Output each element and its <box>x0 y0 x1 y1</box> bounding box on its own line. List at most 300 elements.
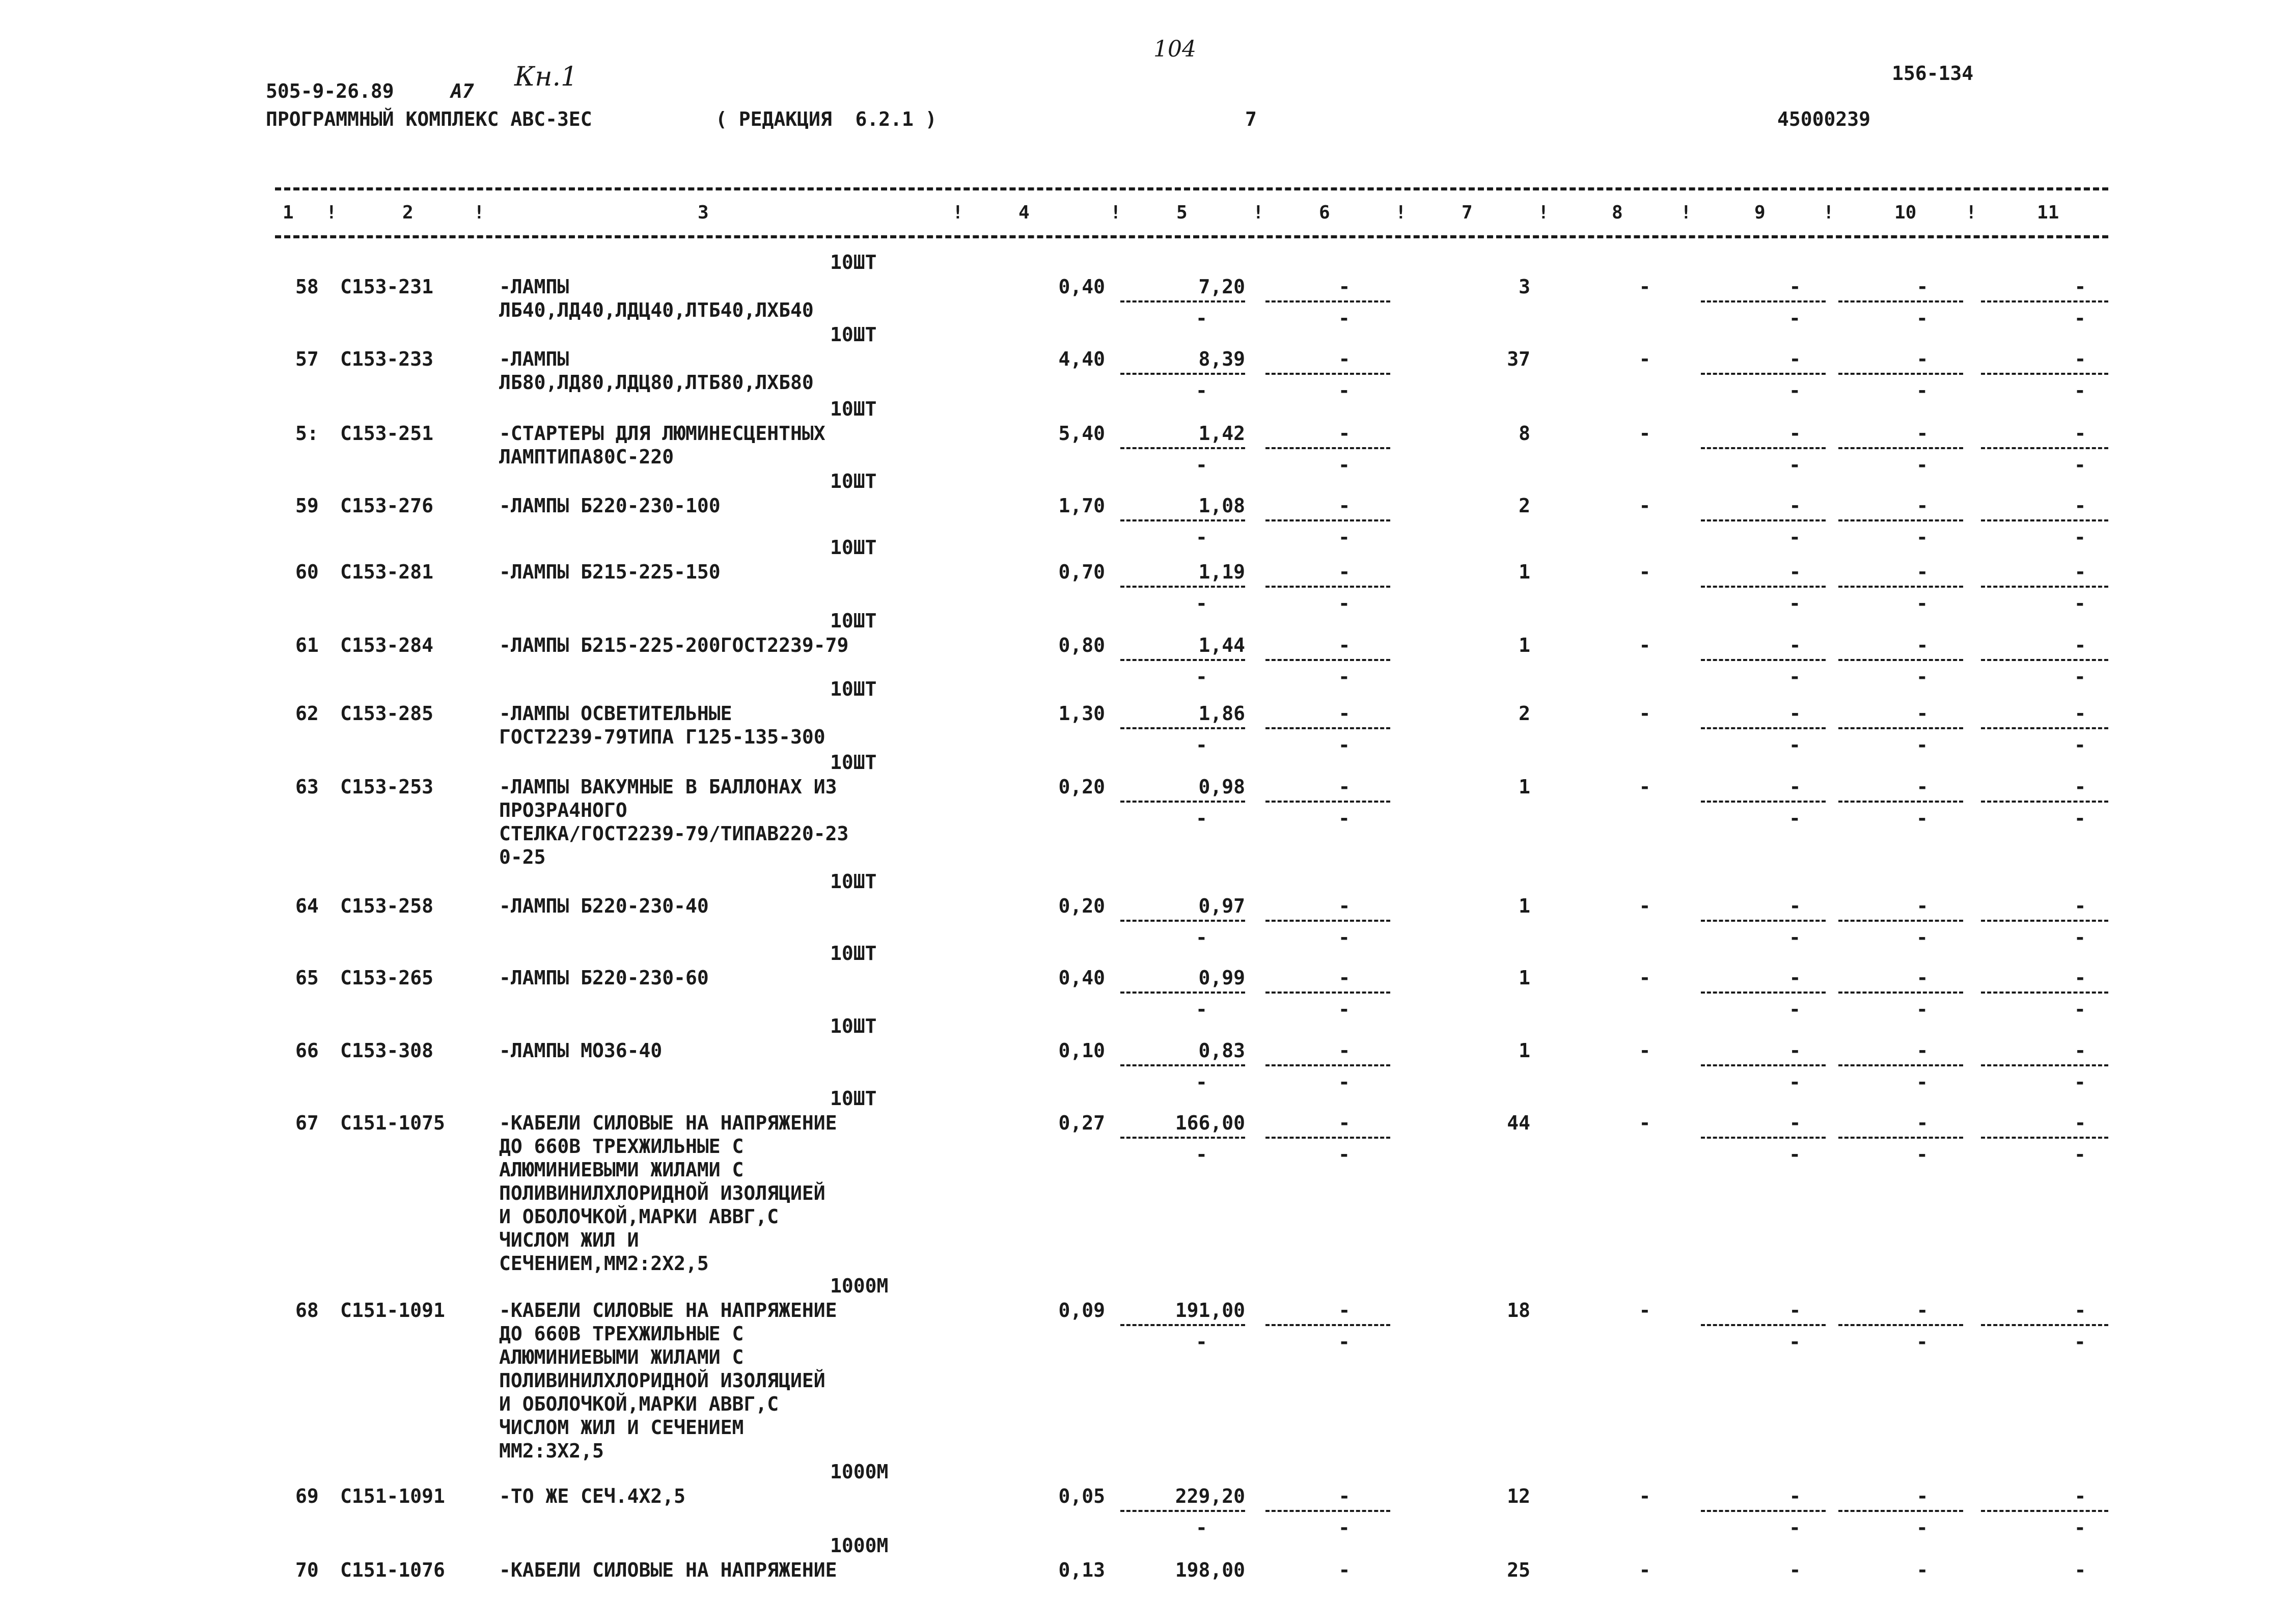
cell-divider-rule <box>1265 586 1390 588</box>
col8-value: - <box>1639 1559 1651 1581</box>
col4-value: 0,10 <box>1058 1039 1105 1062</box>
col11-value: - <box>2074 1485 2086 1507</box>
item-name: -ЛАМПЫ Б220-230-60 <box>499 967 709 989</box>
cell-divider-rule <box>1838 447 1963 449</box>
dash-mark: - <box>1789 592 1801 615</box>
cell-divider-rule <box>1981 727 2108 729</box>
dash-mark: - <box>1338 1143 1350 1166</box>
dash-mark: - <box>1338 1331 1350 1353</box>
col6-value: - <box>1338 1039 1351 1062</box>
dash-mark: - <box>1789 1071 1801 1093</box>
col7-value: 1 <box>1519 634 1530 656</box>
cell-divider-rule <box>1120 373 1245 375</box>
row-number: 68 <box>295 1299 319 1322</box>
row-number: 62 <box>295 702 319 725</box>
dash-mark: - <box>1916 926 1928 949</box>
doc-id: 45000239 <box>1777 108 1871 130</box>
dash-mark: - <box>1196 592 1207 615</box>
cell-divider-rule <box>1701 586 1826 588</box>
col9-value: - <box>1789 1559 1801 1581</box>
col4-value: 0,09 <box>1058 1299 1105 1322</box>
column-header-6: 6 <box>1319 202 1330 223</box>
unit-label: 10ШТ <box>830 1087 877 1110</box>
col10-value: - <box>1916 1485 1929 1507</box>
dash-mark: - <box>1196 998 1207 1021</box>
col11-value: - <box>2074 1112 2086 1134</box>
col10-value: - <box>1916 1112 1929 1134</box>
col6-value: - <box>1338 895 1351 917</box>
col7-value: 2 <box>1519 494 1530 517</box>
cell-divider-rule <box>1838 1137 1963 1139</box>
dash-mark: - <box>1916 666 1928 688</box>
col8-value: - <box>1639 422 1651 445</box>
item-code: С151-1075 <box>340 1112 445 1134</box>
col10-value: - <box>1916 1039 1929 1062</box>
col9-value: - <box>1789 1039 1801 1062</box>
dash-mark: - <box>2074 1517 2086 1539</box>
column-separator: ! <box>1253 202 1264 223</box>
item-code: С151-1091 <box>340 1299 445 1322</box>
dash-mark: - <box>2074 734 2086 756</box>
dash-mark: - <box>2074 1071 2086 1093</box>
cell-divider-rule <box>1701 920 1826 922</box>
row-number: 69 <box>295 1485 319 1507</box>
unit-label: 10ШТ <box>830 536 877 559</box>
unit-label: 10ШТ <box>830 678 877 700</box>
cell-divider-rule <box>1120 586 1245 588</box>
item-name: -ЛАМПЫ ЛБ40,ЛД40,ЛДЦ40,ЛТБ40,ЛХБ40 <box>499 276 814 321</box>
col11-value: - <box>2074 348 2086 370</box>
col6-value: - <box>1338 1485 1351 1507</box>
col6-value: - <box>1338 702 1351 725</box>
item-code: С153-253 <box>340 776 434 798</box>
item-code: С153-284 <box>340 634 434 656</box>
unit-label: 10ШТ <box>830 870 877 893</box>
col6-value: - <box>1338 1112 1351 1134</box>
cell-divider-rule <box>1265 1064 1390 1066</box>
dash-mark: - <box>1196 807 1207 830</box>
col5-value: 1,42 <box>1198 422 1245 445</box>
cell-divider-rule <box>1701 1324 1826 1326</box>
cell-divider-rule <box>1981 992 2108 994</box>
cell-divider-rule <box>1838 801 1963 803</box>
col9-value: - <box>1789 561 1801 583</box>
item-name: -КАБЕЛИ СИЛОВЫЕ НА НАПРЯЖЕНИЕ ДО 660В ТРЕХЖИЛЬНЫЕ С АЛЮМИНИЕВЫМИ ЖИЛАМИ С ПОЛИВИНИЛХЛОРИДНОЙ ИЗОЛЯЦИЕЙ И ОБОЛОЧКОЙ,МАРКИ АВВГ,С ЧИСЛОМ ЖИЛ И СЕЧЕНИЕМ ММ2:3Х2,5 <box>499 1299 837 1462</box>
col7-value: 1 <box>1519 967 1530 989</box>
col5-value: 1,86 <box>1198 702 1245 725</box>
cell-divider-rule <box>1265 447 1390 449</box>
item-name: -ЛАМПЫ ОСВЕТИТЕЛЬНЫЕ ГОСТ2239-79ТИПА Г125-135-300 <box>499 702 825 748</box>
dash-mark: - <box>1338 592 1350 615</box>
col5-value: 8,39 <box>1198 348 1245 370</box>
dash-mark: - <box>1916 1517 1928 1539</box>
col4-value: 5,40 <box>1058 422 1105 445</box>
column-separator: ! <box>1395 202 1407 223</box>
cell-divider-rule <box>1838 586 1963 588</box>
cell-divider-rule <box>1981 801 2108 803</box>
row-number: 70 <box>295 1559 319 1581</box>
cell-divider-rule <box>1981 373 2108 375</box>
dash-mark: - <box>1196 734 1207 756</box>
column-separator: ! <box>1538 202 1549 223</box>
col7-value: 1 <box>1519 895 1530 917</box>
col8-value: - <box>1639 702 1651 725</box>
col5-value: 1,44 <box>1198 634 1245 656</box>
col6-value: - <box>1338 494 1351 517</box>
col6-value: - <box>1338 276 1351 298</box>
cell-divider-rule <box>1838 1510 1963 1512</box>
col9-value: - <box>1789 1485 1801 1507</box>
col10-value: - <box>1916 702 1929 725</box>
edition: ( РЕДАКЦИЯ 6.2.1 ) <box>715 108 937 130</box>
col8-value: - <box>1639 1299 1651 1322</box>
column-header-9: 9 <box>1754 202 1766 223</box>
cell-divider-rule <box>1120 300 1245 302</box>
cell-divider-rule <box>1838 920 1963 922</box>
page-number: 104 <box>1153 36 1196 62</box>
sheet-number: 7 <box>1245 108 1257 130</box>
col11-value: - <box>2074 1299 2086 1322</box>
cell-divider-rule <box>1120 1137 1245 1139</box>
item-code: С153-233 <box>340 348 434 370</box>
cell-divider-rule <box>1981 300 2108 302</box>
col7-value: 1 <box>1519 1039 1530 1062</box>
dash-mark: - <box>1338 666 1350 688</box>
cell-divider-rule <box>1838 659 1963 661</box>
dash-mark: - <box>1916 592 1928 615</box>
col5-value: 0,98 <box>1198 776 1245 798</box>
col7-value: 1 <box>1519 561 1530 583</box>
unit-label: 10ШТ <box>830 751 877 774</box>
col8-value: - <box>1639 276 1651 298</box>
col8-value: - <box>1639 1039 1651 1062</box>
col8-value: - <box>1639 561 1651 583</box>
col7-value: 12 <box>1507 1485 1530 1507</box>
col6-value: - <box>1338 776 1351 798</box>
dash-mark: - <box>1916 1143 1928 1166</box>
item-code: С151-1076 <box>340 1559 445 1581</box>
cell-divider-rule <box>1701 992 1826 994</box>
dash-mark: - <box>1196 379 1207 402</box>
dash-mark: - <box>1338 734 1350 756</box>
dash-mark: - <box>1916 454 1928 476</box>
dash-mark: - <box>1916 734 1928 756</box>
row-number: 66 <box>295 1039 319 1062</box>
cell-divider-rule <box>1981 519 2108 521</box>
row-number: 63 <box>295 776 319 798</box>
col5-value: 1,19 <box>1198 561 1245 583</box>
column-header-4: 4 <box>1018 202 1030 223</box>
col4-value: 0,13 <box>1058 1559 1105 1581</box>
cell-divider-rule <box>1701 801 1826 803</box>
col4-value: 0,80 <box>1058 634 1105 656</box>
cell-divider-rule <box>1265 1137 1390 1139</box>
column-header-8: 8 <box>1612 202 1623 223</box>
col10-value: - <box>1916 634 1929 656</box>
col4-value: 0,27 <box>1058 1112 1105 1134</box>
row-number: 5: <box>295 422 319 445</box>
col11-value: - <box>2074 634 2086 656</box>
dash-mark: - <box>1916 998 1928 1021</box>
unit-label: 10ШТ <box>830 251 877 273</box>
col9-value: - <box>1789 1112 1801 1134</box>
row-number: 61 <box>295 634 319 656</box>
col6-value: - <box>1338 634 1351 656</box>
dash-mark: - <box>1789 307 1801 329</box>
col10-value: - <box>1916 422 1929 445</box>
column-header-3: 3 <box>698 202 709 223</box>
col9-value: - <box>1789 1299 1801 1322</box>
column-header-5: 5 <box>1176 202 1188 223</box>
column-separator: ! <box>326 202 337 223</box>
doc-handnote: Кн.1 <box>514 62 578 92</box>
dash-mark: - <box>2074 379 2086 402</box>
item-name: -ЛАМПЫ ЛБ80,ЛД80,ЛДЦ80,ЛТБ80,ЛХБ80 <box>499 348 814 394</box>
cell-divider-rule <box>1265 373 1390 375</box>
dash-mark: - <box>1789 734 1801 756</box>
col5-value: 1,08 <box>1198 494 1245 517</box>
cell-divider-rule <box>1701 300 1826 302</box>
dash-mark: - <box>1789 454 1801 476</box>
col5-value: 0,99 <box>1198 967 1245 989</box>
item-name: -ТО ЖЕ СЕЧ.4Х2,5 <box>499 1485 686 1507</box>
col4-value: 1,30 <box>1058 702 1105 725</box>
col6-value: - <box>1338 967 1351 989</box>
col10-value: - <box>1916 561 1929 583</box>
col10-value: - <box>1916 1299 1929 1322</box>
col6-value: - <box>1338 1559 1351 1581</box>
col4-value: 0,70 <box>1058 561 1105 583</box>
column-separator: ! <box>474 202 485 223</box>
col7-value: 44 <box>1507 1112 1530 1134</box>
col6-value: - <box>1338 561 1351 583</box>
dash-mark: - <box>1789 1331 1801 1353</box>
col7-value: 37 <box>1507 348 1530 370</box>
unit-label: 10ШТ <box>830 610 877 632</box>
cell-divider-rule <box>1120 659 1245 661</box>
col6-value: - <box>1338 422 1351 445</box>
cell-divider-rule <box>1265 519 1390 521</box>
dash-mark: - <box>1916 379 1928 402</box>
col11-value: - <box>2074 895 2086 917</box>
column-header-11: 11 <box>2037 202 2059 223</box>
cell-divider-rule <box>1120 1064 1245 1066</box>
col5-value: 7,20 <box>1198 276 1245 298</box>
col8-value: - <box>1639 776 1651 798</box>
cell-divider-rule <box>1265 801 1390 803</box>
cell-divider-rule <box>1981 1324 2108 1326</box>
col5-value: 229,20 <box>1175 1485 1245 1507</box>
cell-divider-rule <box>1701 519 1826 521</box>
col5-value: 0,83 <box>1198 1039 1245 1062</box>
col8-value: - <box>1639 1485 1651 1507</box>
cell-divider-rule <box>1120 727 1245 729</box>
unit-label: 1000М <box>830 1534 889 1557</box>
dash-mark: - <box>1916 307 1928 329</box>
column-header-1: 1 <box>283 202 294 223</box>
col8-value: - <box>1639 634 1651 656</box>
cell-divider-rule <box>1838 1324 1963 1326</box>
cell-divider-rule <box>1265 920 1390 922</box>
dash-mark: - <box>1338 307 1350 329</box>
cell-divider-rule <box>1981 1137 2108 1139</box>
column-separator: ! <box>952 202 963 223</box>
cell-divider-rule <box>1701 373 1826 375</box>
col10-value: - <box>1916 776 1929 798</box>
col7-value: 1 <box>1519 776 1530 798</box>
dash-mark: - <box>1196 666 1207 688</box>
col8-value: - <box>1639 348 1651 370</box>
col6-value: - <box>1338 348 1351 370</box>
col8-value: - <box>1639 494 1651 517</box>
program-title: ПРОГРАММНЫЙ КОМПЛЕКС АВС-3ЕС <box>266 108 592 130</box>
dash-mark: - <box>1789 926 1801 949</box>
row-number: 60 <box>295 561 319 583</box>
item-code: С153-231 <box>340 276 434 298</box>
cell-divider-rule <box>1265 1324 1390 1326</box>
cell-divider-rule <box>1120 519 1245 521</box>
dash-mark: - <box>1789 1517 1801 1539</box>
col9-value: - <box>1789 422 1801 445</box>
dash-mark: - <box>1338 1517 1350 1539</box>
col4-value: 4,40 <box>1058 348 1105 370</box>
dash-mark: - <box>1196 926 1207 949</box>
unit-label: 10ШТ <box>830 398 877 420</box>
dash-mark: - <box>1916 526 1928 548</box>
row-number: 67 <box>295 1112 319 1134</box>
item-name: -ЛАМПЫ МО36-40 <box>499 1039 663 1062</box>
col4-value: 0,20 <box>1058 895 1105 917</box>
unit-label: 10ШТ <box>830 1015 877 1037</box>
col11-value: - <box>2074 1559 2086 1581</box>
col6-value: - <box>1338 1299 1351 1322</box>
dash-mark: - <box>1338 807 1350 830</box>
dash-mark: - <box>1196 1517 1207 1539</box>
col7-value: 8 <box>1519 422 1530 445</box>
dash-mark: - <box>1338 379 1350 402</box>
col10-value: - <box>1916 494 1929 517</box>
dash-mark: - <box>1196 1071 1207 1093</box>
row-number: 64 <box>295 895 319 917</box>
dash-mark: - <box>1789 807 1801 830</box>
doc-code: 505-9-26.89 <box>266 80 394 102</box>
dash-mark: - <box>1338 526 1350 548</box>
item-name: -КАБЕЛИ СИЛОВЫЕ НА НАПРЯЖЕНИЕ <box>499 1559 837 1581</box>
item-code: С153-251 <box>340 422 434 445</box>
col9-value: - <box>1789 494 1801 517</box>
cell-divider-rule <box>1701 447 1826 449</box>
dash-mark: - <box>1338 454 1350 476</box>
item-code: С153-276 <box>340 494 434 517</box>
dash-mark: - <box>1789 379 1801 402</box>
column-header-2: 2 <box>402 202 414 223</box>
cell-divider-rule <box>1838 300 1963 302</box>
dash-mark: - <box>1789 1143 1801 1166</box>
cell-divider-rule <box>1838 519 1963 521</box>
column-header-7: 7 <box>1462 202 1473 223</box>
column-separator: ! <box>1681 202 1692 223</box>
cell-divider-rule <box>1120 447 1245 449</box>
item-name: -ЛАМПЫ Б220-230-40 <box>499 895 709 917</box>
column-separator: ! <box>1966 202 1977 223</box>
cell-divider-rule <box>1120 992 1245 994</box>
col5-value: 0,97 <box>1198 895 1245 917</box>
row-number: 59 <box>295 494 319 517</box>
cell-divider-rule <box>1265 300 1390 302</box>
column-separator: ! <box>1823 202 1834 223</box>
item-name: -КАБЕЛИ СИЛОВЫЕ НА НАПРЯЖЕНИЕ ДО 660В ТРЕХЖИЛЬНЫЕ С АЛЮМИНИЕВЫМИ ЖИЛАМИ С ПОЛИВИНИЛХЛОРИДНОЙ ИЗОЛЯЦИЕЙ И ОБОЛОЧКОЙ,МАРКИ АВВГ,С ЧИСЛОМ ЖИЛ И СЕЧЕНИЕМ,ММ2:2Х2,5 <box>499 1112 837 1275</box>
cell-divider-rule <box>1981 659 2108 661</box>
col8-value: - <box>1639 1112 1651 1134</box>
dash-mark: - <box>1196 454 1207 476</box>
cell-divider-rule <box>1265 727 1390 729</box>
cell-divider-rule <box>1120 801 1245 803</box>
cell-divider-rule <box>1838 727 1963 729</box>
col5-value: 198,00 <box>1175 1559 1245 1581</box>
col5-value: 191,00 <box>1175 1299 1245 1322</box>
col10-value: - <box>1916 895 1929 917</box>
dash-mark: - <box>1916 1071 1928 1093</box>
col9-value: - <box>1789 776 1801 798</box>
dash-mark: - <box>2074 998 2086 1021</box>
dash-mark: - <box>1196 1331 1207 1353</box>
ref-code: 156-134 <box>1892 62 1974 85</box>
col4-value: 0,05 <box>1058 1485 1105 1507</box>
col9-value: - <box>1789 895 1801 917</box>
dash-mark: - <box>2074 926 2086 949</box>
col7-value: 25 <box>1507 1559 1530 1581</box>
col9-value: - <box>1789 276 1801 298</box>
dash-mark: - <box>2074 807 2086 830</box>
cell-divider-rule <box>1701 1510 1826 1512</box>
item-code: С153-281 <box>340 561 434 583</box>
unit-label: 10ШТ <box>830 942 877 965</box>
unit-label: 10ШТ <box>830 470 877 492</box>
dash-mark: - <box>2074 526 2086 548</box>
cell-divider-rule <box>1981 920 2108 922</box>
dash-mark: - <box>1338 1071 1350 1093</box>
col9-value: - <box>1789 702 1801 725</box>
cell-divider-rule <box>1265 659 1390 661</box>
dash-mark: - <box>1789 998 1801 1021</box>
column-separator: ! <box>1110 202 1121 223</box>
cell-divider-rule <box>1265 992 1390 994</box>
col11-value: - <box>2074 967 2086 989</box>
item-code: С153-258 <box>340 895 434 917</box>
col10-value: - <box>1916 1559 1929 1581</box>
dash-mark: - <box>1789 666 1801 688</box>
cell-divider-rule <box>1838 373 1963 375</box>
item-name: -ЛАМПЫ Б220-230-100 <box>499 494 721 517</box>
cell-divider-rule <box>1981 1064 2108 1066</box>
col11-value: - <box>2074 1039 2086 1062</box>
col8-value: - <box>1639 895 1651 917</box>
cell-divider-rule <box>1120 1510 1245 1512</box>
dash-mark: - <box>1789 526 1801 548</box>
cell-divider-rule <box>1120 1324 1245 1326</box>
item-code: С153-308 <box>340 1039 434 1062</box>
item-name: -СТАРТЕРЫ ДЛЯ ЛЮМИНЕСЦЕНТНЫХ ЛАМПТИПА80С-220 <box>499 422 825 468</box>
col4-value: 0,20 <box>1058 776 1105 798</box>
col4-value: 1,70 <box>1058 494 1105 517</box>
dash-mark: - <box>1196 1143 1207 1166</box>
item-code: С153-265 <box>340 967 434 989</box>
col4-value: 0,40 <box>1058 276 1105 298</box>
col10-value: - <box>1916 348 1929 370</box>
col11-value: - <box>2074 702 2086 725</box>
col5-value: 166,00 <box>1175 1112 1245 1134</box>
cell-divider-rule <box>1701 1064 1826 1066</box>
